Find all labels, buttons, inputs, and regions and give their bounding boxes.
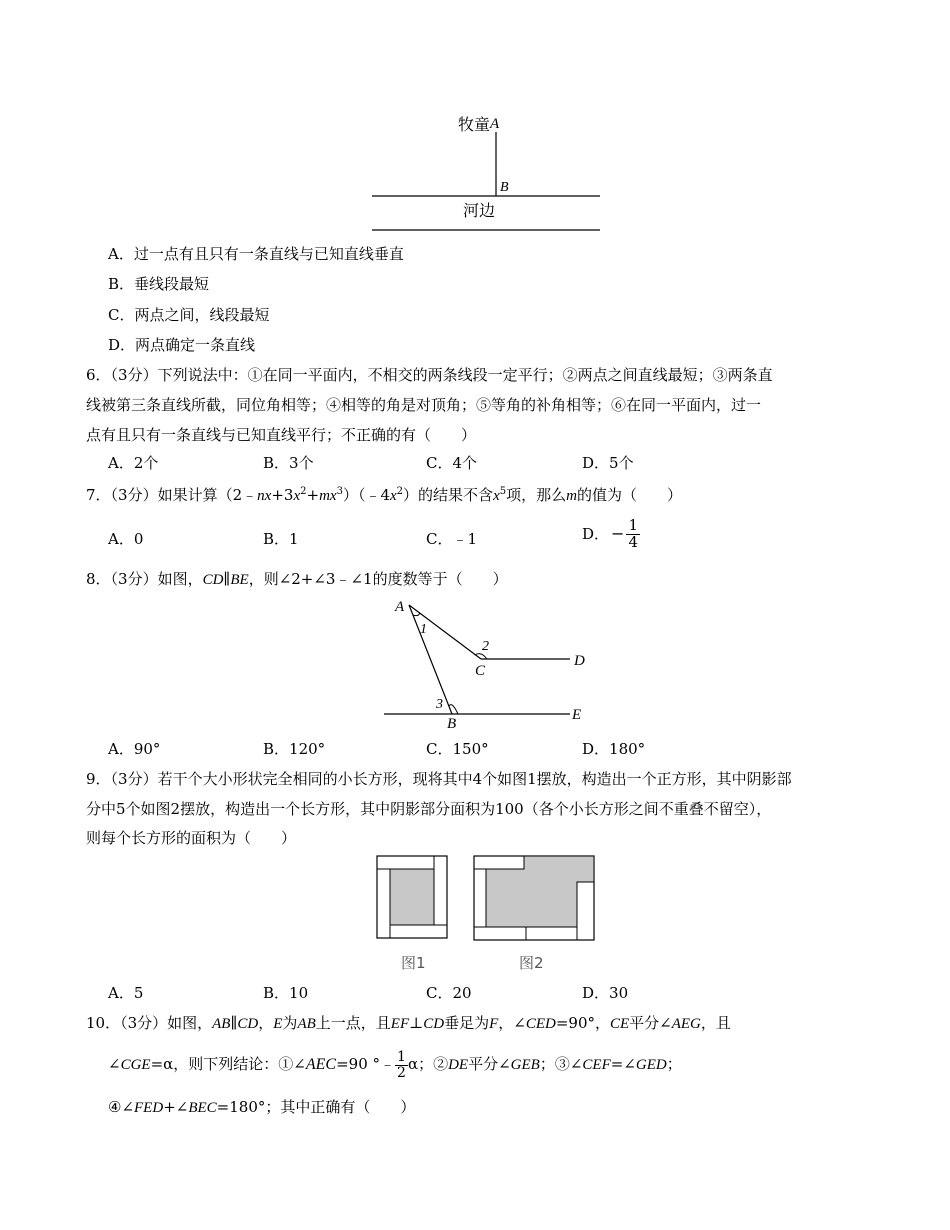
q7-option-c[interactable]: C．﹣1	[426, 530, 478, 548]
q9-option-c[interactable]: C．20	[426, 984, 472, 1002]
q9-stem-line3: 则每个长方形的面积为（ ）	[86, 829, 297, 847]
rectangle-tiling-figures	[372, 852, 602, 976]
label-point-a: A	[490, 116, 500, 132]
q10-stem-line2: ∠CGE=α，则下列结论：①∠AEC=90 °﹣ $\frac{1}{2}$ α；②DE平分∠GEB；③∠CEF=∠GED；	[108, 1048, 682, 1081]
q8-stem: 8．（3分）如图，CD∥BE，则∠2+∠3﹣∠1的度数等于（ ）	[86, 570, 508, 588]
q8-option-a[interactable]: A．90°	[108, 740, 161, 758]
q9-option-d[interactable]: D．30	[582, 984, 629, 1002]
label-a: A	[395, 599, 405, 615]
q7-stem: 7．（3分）如果计算$(2﹣nx+3x^2+mx^3)(﹣4x^2)$的结果不含$x^5$项，那么m的值为（ ）	[86, 486, 682, 504]
q5-option-c[interactable]: C．两点之间，线段最短	[108, 306, 270, 324]
q8-option-d[interactable]: D．180°	[582, 740, 646, 758]
figure-2	[474, 856, 594, 940]
figure-1	[377, 856, 447, 938]
parallel-lines-angle-figure	[380, 597, 600, 733]
q5-option-a[interactable]: A．过一点有且只有一条直线与已知直线垂直	[108, 245, 404, 263]
label-herder: 牧童	[458, 115, 491, 134]
q9-option-a[interactable]: A．5	[108, 984, 144, 1002]
q6-option-b[interactable]: B．3个	[263, 454, 314, 472]
q6-stem-line3: 点有且只有一条直线与已知直线平行；不正确的有（ ）	[86, 426, 477, 444]
q6-stem-line1: 6．（3分）下列说法中：①在同一平面内，不相交的两条线段一定平行；②两点之间直线最短；③两条直	[86, 366, 773, 384]
q7-option-a[interactable]: A．0	[108, 530, 144, 548]
herder-river-figure	[368, 108, 604, 234]
label-b: B	[447, 716, 457, 732]
label-angle-1: 1	[420, 622, 427, 637]
q6-option-d[interactable]: D．5个	[582, 454, 634, 472]
figure-2-caption: 图2	[519, 954, 544, 972]
angle-1-arc	[413, 613, 420, 616]
label-d: D	[574, 653, 585, 669]
label-angle-2: 2	[482, 639, 489, 654]
q6-option-a[interactable]: A．2个	[108, 454, 159, 472]
q5-option-d[interactable]: D．两点确定一条直线	[108, 336, 256, 354]
q10-stem-line1: 10．（3分）如图，AB∥CD，E为AB上一点，且EF⊥CD垂足为F，∠CED=90°，CE平分∠AEG，且	[86, 1014, 731, 1032]
q7-option-d[interactable]: D． − $\frac{1}{4}$	[582, 516, 638, 551]
label-e: E	[572, 707, 582, 723]
q10-stem-line3: ④∠FED+∠BEC=180°；其中正确有（ ）	[108, 1098, 416, 1116]
label-c: C	[475, 663, 486, 679]
q9-stem-line1: 9．（3分）若干个大小形状完全相同的小长方形，现将其中4个如图1摆放，构造出一个正方形，其中阴影部	[86, 770, 792, 788]
q9-stem-line2: 分中5个如图2摆放，构造出一个长方形，其中阴影部分面积为100（各个小长方形之间不重叠不留空），	[86, 800, 772, 818]
q9-option-b[interactable]: B．10	[263, 984, 309, 1002]
figure-1-caption: 图1	[401, 954, 426, 972]
q8-option-b[interactable]: B．120°	[263, 740, 326, 758]
label-point-b: B	[500, 180, 509, 195]
q8-option-c[interactable]: C．150°	[426, 740, 489, 758]
q5-option-b[interactable]: B．垂线段最短	[108, 275, 210, 293]
q6-option-c[interactable]: C．4个	[426, 454, 478, 472]
label-river: 河边	[463, 201, 496, 220]
label-angle-3: 3	[436, 697, 443, 712]
q6-stem-line2: 线被第三条直线所截，同位角相等；④相等的角是对顶角；⑤等角的补角相等；⑥在同一平面内，过一	[86, 396, 762, 414]
q7-option-b[interactable]: B．1	[263, 530, 299, 548]
